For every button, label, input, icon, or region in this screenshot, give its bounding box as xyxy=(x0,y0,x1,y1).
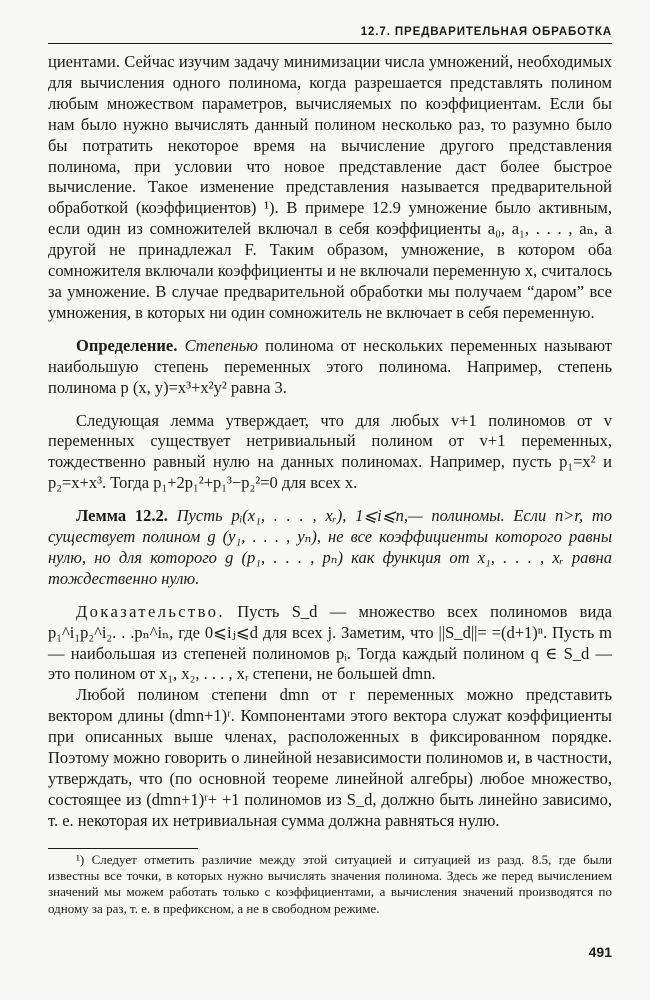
paragraph-lemma xyxy=(48,506,612,590)
running-head: 12.7. ПРЕДВАРИТЕЛЬНАЯ ОБРАБОТКА xyxy=(48,18,612,44)
definition-term: Определение. xyxy=(76,335,178,355)
page-number: 491 xyxy=(588,944,612,960)
paragraph-lemma-intro: Следующая лемма утверждает, что для любых v+1 полиномов от v переменных существует нетривиальный полином от v+1 переменных, тождественно равный нулю на данных полиномах. Например, пусть p₁=x² и p₂=x+x³. Тогда p₁+2p₁²+p₁³−p₂²=0 для всех x. xyxy=(48,410,612,493)
definition-text: полинома от нескольких переменных называют наибольшую степень переменных этого полинома. Например, степень полинома p (x, y)=x³+x²y² равна 3. xyxy=(48,335,613,397)
paragraph-proof xyxy=(48,602,612,686)
definition-emphasis: Степенью xyxy=(184,335,258,355)
footnote: ¹) Следует отметить различие между этой ситуацией и ситуацией из разд. 8.5, где были известны все точки, в которых нужно вычислять значения полинома. Здесь же перед вычислением значений мы можем работать только с коэффициентами, а вычисления значений производятся по одному за раз, т. е. в префиксном, а не в свободном режиме. xyxy=(48,852,612,916)
proof-term: Доказательство. xyxy=(76,601,225,621)
paragraph-definition xyxy=(48,336,612,399)
body-text xyxy=(48,52,612,832)
paragraph-vector: Любой полином степени dmn от r переменных можно представить вектором длины (dmn+1)ʳ. Компонентами этого вектора служат коэффициенты при описанных выше членах, расположенных в фиксированном порядке. Поэтому можно говорить о линейной независимости полиномов и, в частности, утверждать, что (по основной теореме линейной алгебры) любое множество, состоящее из (dmn+1)ʳ+ +1 полиномов из S_d, должно быть линейно зависимо, т. е. некоторая их нетривиальная сумма должна равняться нулю. xyxy=(48,685,612,830)
footnote-rule xyxy=(48,848,198,849)
proof-text: Пусть S_d — множество всех полиномов вида p₁^i₁p₂^i₂. . .pₙ^iₙ, где 0⩽iⱼ⩽d для всех j. Заметим, что ||S_d||= =(d+1)ⁿ. Пусть m — наибольшая из степеней полиномов pᵢ. Тогда каждый полином q ∈ S_d — это полином от x₁, x₂, . . . , xᵣ степени, не большей dmn. xyxy=(48,601,613,684)
lemma-statement: Пусть pᵢ(x₁, . . . , xᵣ), 1⩽i⩽n,— полиномы. Если n>r, то существует полином g (y₁, . . . , yₙ), не все коэффициенты которого равны нулю, но для которого g (p₁, . . . , pₙ) как функция от x₁, . . . , xᵣ равна тождественно нулю. xyxy=(48,506,613,588)
paragraph-continuation: циентами. Сейчас изучим задачу минимизации числа умножений, необходимых для вычисления одного полинома, когда разрешается представлять полином любым множеством параметров, вычисляемых по коэффициентам. Если бы нам было нужно вычислять данный полином несколько раз, то разумно было бы потратить некоторое время на вычисление другого представления полинома, при условии что новое представление даст более быстрое вычисление. Такое изменение представления называется предварительной обработкой (коэффициентов) ¹). В примере 12.9 умножение было активным, если один из сомножителей включал в себя коэффициенты a₀, a₁, . . . , aₙ, а другой не принадлежал F. Таким образом, умножение, в котором оба сомножителя включали коэффициенты и не включали переменную x, считалось за умножение. В случае предварительной обработки мы получаем “даром” все умножения, в которых ни один сомножитель не включает в себя переменную. xyxy=(48,52,612,322)
lemma-term: Лемма 12.2. xyxy=(76,506,168,526)
footnote-area xyxy=(48,848,612,917)
